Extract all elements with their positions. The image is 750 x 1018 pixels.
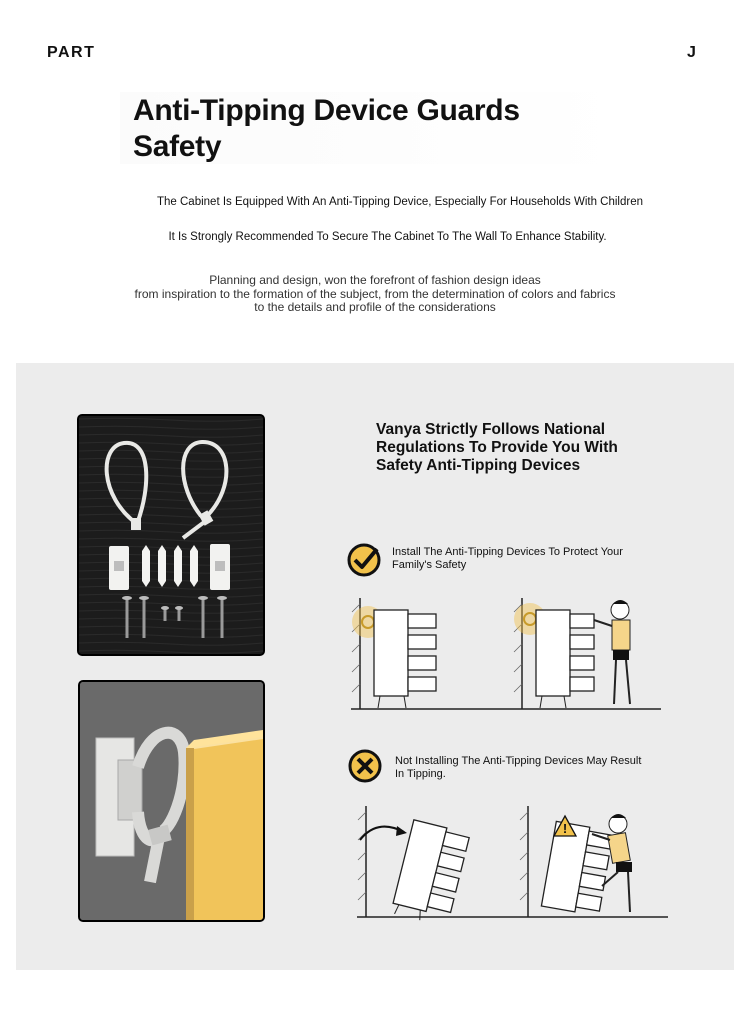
part-label: PART: [47, 44, 96, 61]
description-line-2: from inspiration to the formation of the subject, from the determination of colors and fabrics: [134, 286, 616, 301]
install-caption: Install The Anti-Tipping Devices To Protect Your Family's Safety: [392, 546, 623, 571]
subtitle-1: The Cabinet Is Equipped With An Anti-Tipping Device, Especially For Households With Children: [156, 196, 643, 208]
description: [0, 274, 750, 315]
feature-heading: Vanya Strictly Follows National Regulations To Provide You With Safety Anti-Tipping Devices: [376, 421, 618, 474]
secured-cabinet-illustration: [346, 592, 666, 717]
description-line-1: Planning and design, won the forefront of fashion design ideas: [209, 273, 541, 287]
subtitle-2: It Is Strongly Recommended To Secure The Cabinet To The Wall To Enhance Stability.: [168, 231, 607, 243]
x-circle-icon: [348, 749, 382, 783]
page-title: [133, 93, 613, 165]
page-title-line2: Safety: [133, 130, 222, 163]
tipping-cabinet-illustration: [352, 800, 672, 925]
svg-text:!: !: [562, 821, 568, 836]
description-line-3: to the details and profile of the considerations: [254, 300, 496, 314]
cable-tie-left-head-icon: [131, 518, 141, 530]
kit-photo: [77, 414, 265, 656]
part-letter: J: [687, 44, 696, 61]
child-figure-icon: [594, 600, 630, 704]
page-title-line1: Anti-Tipping Device Guards: [133, 94, 520, 127]
installed-strap-photo: [78, 680, 265, 922]
not-install-caption: Not Installing The Anti-Tipping Devices May Result In Tipping.: [395, 755, 642, 780]
check-circle-icon: [347, 543, 381, 577]
kit-illustration: [79, 416, 263, 654]
installed-strap-illustration: [80, 682, 263, 920]
